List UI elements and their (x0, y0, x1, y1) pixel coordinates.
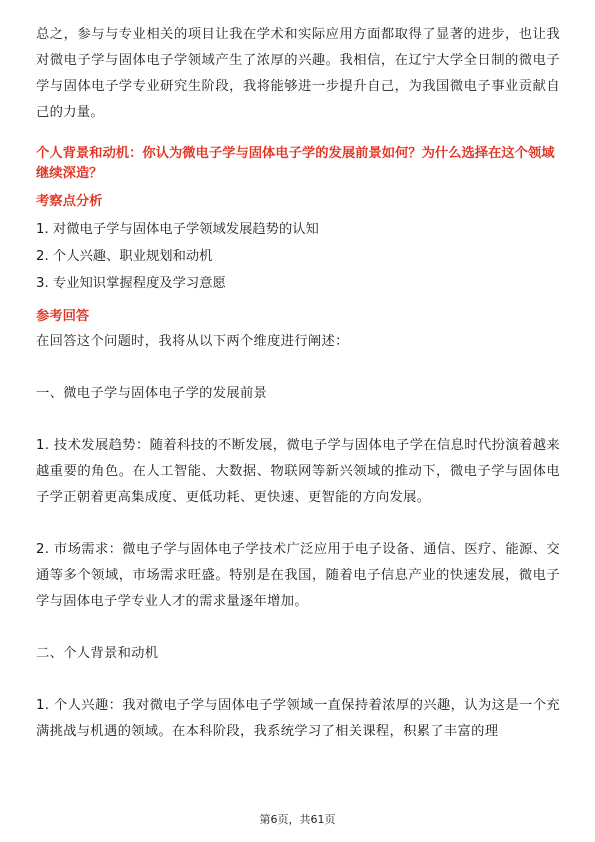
analysis-heading: 考察点分析 (36, 194, 103, 209)
point-personal-interest: 1. 个人兴趣：我对微电子学与固体电子学领域一直保持着浓厚的兴趣，认为这是一个充满挑战与机遇的领域。在本科阶段，我系统学习了相关课程，积累了丰富的理 (36, 698, 560, 739)
page-footer: 第6页，共61页 (259, 813, 336, 826)
point-tech-trend: 1. 技术发展趋势：随着科技的不断发展，微电子学与固体电子学在信息时代扮演着越来越重要的角色。在人工智能、大数据、物联网等新兴领域的推动下，微电子学与固体电子学正朝着更高集成度、更低功耗、更快速、更智能的方向发展。 (36, 438, 560, 505)
analysis-item-2: 2. 个人兴趣、职业规划和动机 (36, 249, 213, 264)
page-content (36, 22, 560, 745)
analysis-item-1: 1. 对微电子学与固体电子学领域发展趋势的认知 (36, 222, 319, 237)
answer-intro: 在回答这个问题时，我将从以下两个维度进行阐述： (36, 334, 349, 349)
intro-paragraph: 总之，参与与专业相关的项目让我在学术和实际应用方面都取得了显著的进步，也让我对微电子学与固体电子学领域产生了浓厚的兴趣。我相信，在辽宁大学全日制的微电子学与固体电子学专业研究生阶段，我将能够进一步提升自己，为我国微电子事业贡献自己的力量。 (36, 27, 560, 120)
question-title: 个人背景和动机：你认为微电子学与固体电子学的发展前景如何？为什么选择在这个领域继续深造？ (36, 146, 555, 181)
answer-heading: 参考回答 (36, 309, 90, 324)
section2-title: 二、个人背景和动机 (36, 646, 159, 661)
analysis-item-3: 3. 专业知识掌握程度及学习意愿 (36, 276, 226, 291)
section1-title: 一、微电子学与固体电子学的发展前景 (36, 386, 268, 401)
point-market-demand: 2. 市场需求：微电子学与固体电子学技术广泛应用于电子设备、通信、医疗、能源、交通等多个领域，市场需求旺盛。特别是在我国，随着电子信息产业的快速发展，微电子学与固体电子学专业人才的需求量逐年增加。 (36, 542, 560, 609)
